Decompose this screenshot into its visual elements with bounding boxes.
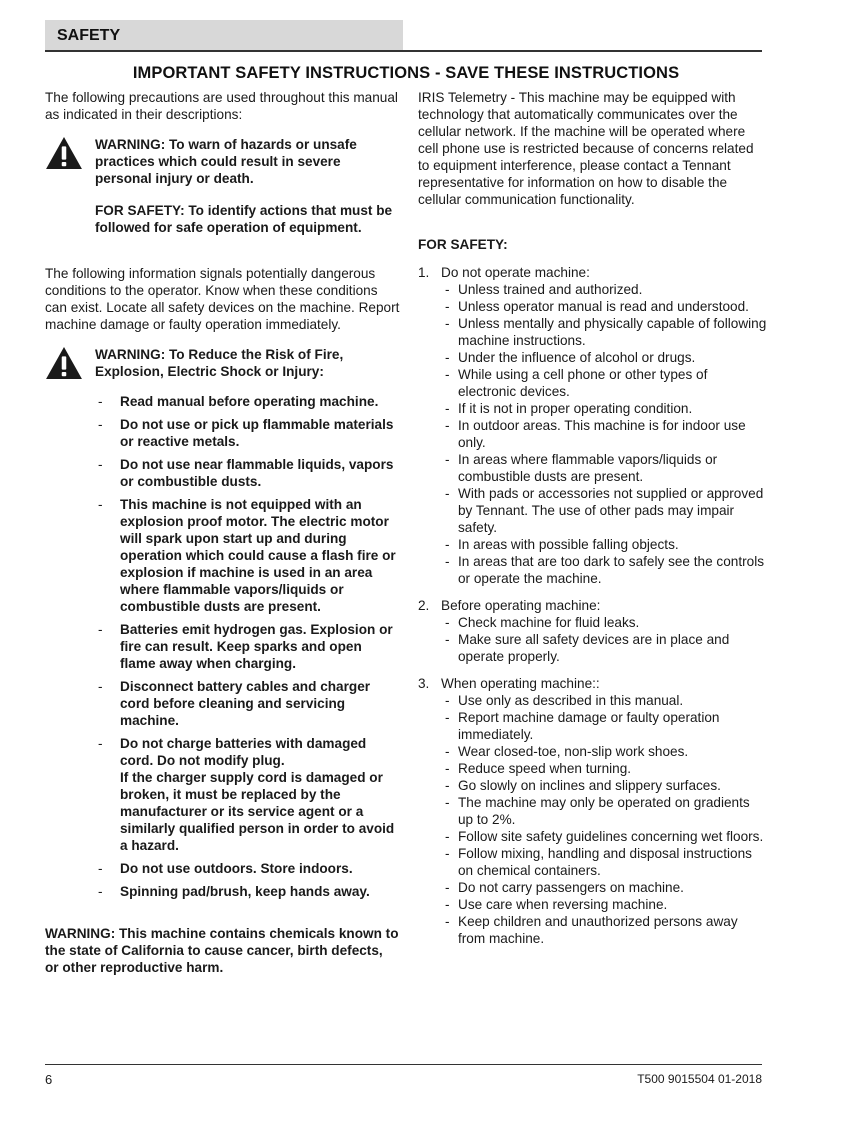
section-tab: [45, 20, 403, 50]
list-item: - Do not use outdoors. Store indoors.: [98, 861, 353, 876]
list-item: - Unless trained and authorized.: [445, 282, 643, 297]
dash-bullet: -: [445, 537, 450, 552]
list-item: - Spinning pad/brush, keep hands away.: [98, 884, 370, 899]
warning-definition: [45, 136, 400, 236]
dash-bullet: -: [445, 897, 450, 912]
iris-telemetry-note: IRIS Telemetry - This machine may be equipped with technology that automatically communicates over the cellular network. If the machine will be operated where cell phone use is restricted because of concerns related to equipment interference, please contact a Tennant representative for information on how to disable the cellular communication functionality.: [418, 90, 754, 207]
section-number: 3.: [418, 676, 430, 691]
left-column: [45, 89, 400, 976]
dash-bullet: -: [445, 401, 450, 416]
list-item: - Go slowly on inclines and slippery surfaces.: [445, 778, 721, 793]
dash-bullet: -: [98, 679, 103, 694]
sub-list: [441, 692, 768, 947]
california-warning: WARNING: This machine contains chemicals known to the state of California to cause cancer, birth defects, or other reproductive harm.: [45, 926, 399, 975]
dash-bullet: -: [445, 486, 450, 501]
document-code: T500 9015504 01-2018: [637, 1072, 762, 1086]
dash-bullet: -: [445, 710, 450, 725]
list-item: - Wear closed-toe, non-slip work shoes.: [445, 744, 689, 759]
list-item: - In areas where flammable vapors/liquids or combustible dusts are present.: [445, 452, 718, 484]
forsafety-heading: FOR SAFETY:: [418, 237, 508, 252]
list-item: - Unless mentally and physically capable of following machine instructions.: [445, 316, 767, 348]
dash-bullet: -: [445, 350, 450, 365]
list-item: - Do not use or pick up flammable materials or reactive metals.: [98, 417, 394, 449]
dash-bullet: -: [98, 884, 103, 899]
dash-bullet: -: [98, 736, 103, 751]
dash-bullet: -: [445, 367, 450, 382]
footer-rule: [45, 1064, 762, 1065]
fire-warning-list: [45, 393, 400, 900]
list-item: - This machine is not equipped with an explosion proof motor. The electric motor will spark upon start up and during operation which could cause a flash fire or explosion if machine is used in an area where flammable vapors/liquids or combustible dusts are present.: [98, 497, 396, 614]
right-column: [418, 89, 768, 957]
sub-list: [441, 281, 768, 587]
list-item: - Under the influence of alcohol or drugs.: [445, 350, 696, 365]
warning-triangle-icon: [45, 346, 83, 380]
dash-bullet: -: [445, 282, 450, 297]
dash-bullet: -: [445, 914, 450, 929]
dash-bullet: -: [445, 632, 450, 647]
header-rule: [45, 50, 762, 52]
list-item: - In areas that are too dark to safely see the controls or operate the machine.: [445, 554, 765, 586]
dash-bullet: -: [445, 554, 450, 569]
dash-bullet: -: [445, 615, 450, 630]
section-title: When operating machine::: [441, 676, 600, 691]
dash-bullet: -: [445, 299, 450, 314]
signals-intro: The following information signals potentially dangerous conditions to the operator. Know when these conditions can exist. Locate all safety devices on the machine. Report machine damage or faulty operation immediately.: [45, 266, 400, 332]
dash-bullet: -: [98, 394, 103, 409]
dash-bullet: -: [445, 829, 450, 844]
dash-bullet: -: [445, 761, 450, 776]
precautions-intro: The following precautions are used throughout this manual as indicated in their descriptions:: [45, 90, 398, 122]
dash-bullet: -: [98, 861, 103, 876]
dash-bullet: -: [98, 497, 103, 512]
list-item: - Unless operator manual is read and understood.: [445, 299, 749, 314]
dash-bullet: -: [445, 744, 450, 759]
list-item: - Do not carry passengers on machine.: [445, 880, 684, 895]
page-title: IMPORTANT SAFETY INSTRUCTIONS - SAVE THESE INSTRUCTIONS: [132, 64, 680, 82]
list-item: - Use only as described in this manual.: [445, 693, 684, 708]
fire-warning: [45, 346, 400, 380]
list-item: - Batteries emit hydrogen gas. Explosion or fire can result. Keep sparks and open flame away when charging.: [98, 622, 393, 671]
section-title: SAFETY: [57, 27, 121, 44]
dash-bullet: -: [98, 417, 103, 432]
section-title: Before operating machine:: [441, 598, 601, 613]
dash-bullet: -: [98, 457, 103, 472]
list-item: - Do not charge batteries with damaged cord. Do not modify plug. If the charger supply cord is damaged or broken, it must be replaced by the manufacturer or its service agent or a similarly qualified person in order to avoid a hazard.: [98, 736, 395, 853]
section-number: 2.: [418, 598, 430, 613]
dash-bullet: -: [98, 622, 103, 637]
list-item: - Do not use near flammable liquids, vapors or combustible dusts.: [98, 457, 394, 489]
dash-bullet: -: [445, 880, 450, 895]
warning-definition-text: WARNING: To warn of hazards or unsafe practices which could result in severe personal injury or death.: [95, 137, 357, 186]
dash-bullet: -: [445, 846, 450, 861]
list-item: - Disconnect battery cables and charger cord before cleaning and servicing machine.: [98, 679, 371, 728]
list-item: - Follow mixing, handling and disposal instructions on chemical containers.: [445, 846, 752, 878]
dash-bullet: -: [445, 795, 450, 810]
list-item: - Report machine damage or faulty operation immediately.: [445, 710, 720, 742]
list-item: - Use care when reversing machine.: [445, 897, 668, 912]
list-item: - While using a cell phone or other types of electronic devices.: [445, 367, 708, 399]
sub-list: [441, 614, 768, 665]
list-item: - With pads or accessories not supplied or approved by Tennant. The use of other pads may impair safety.: [445, 486, 764, 535]
list-item: - Make sure all safety devices are in place and operate properly.: [445, 632, 730, 664]
forsafety-definition-text: FOR SAFETY: To identify actions that must be followed for safe operation of equipment.: [95, 203, 393, 235]
page-number: 6: [45, 1072, 53, 1087]
list-item: - Follow site safety guidelines concerning wet floors.: [445, 829, 764, 844]
dash-bullet: -: [445, 693, 450, 708]
list-item: - Read manual before operating machine.: [98, 394, 379, 409]
numbered-section: [418, 264, 768, 587]
warning-triangle-icon: [45, 136, 83, 170]
list-item: - Check machine for fluid leaks.: [445, 615, 640, 630]
dash-bullet: -: [445, 418, 450, 433]
list-item: - Keep children and unauthorized persons away from machine.: [445, 914, 738, 946]
fire-warning-heading: WARNING: To Reduce the Risk of Fire, Explosion, Electric Shock or Injury:: [95, 347, 344, 379]
list-item: - In outdoor areas. This machine is for indoor use only.: [445, 418, 746, 450]
list-item: - Reduce speed when turning.: [445, 761, 632, 776]
dash-bullet: -: [445, 452, 450, 467]
dash-bullet: -: [445, 778, 450, 793]
list-item: - If it is not in proper operating condition.: [445, 401, 693, 416]
dash-bullet: -: [445, 316, 450, 331]
list-item: - The machine may only be operated on gradients up to 2%.: [445, 795, 750, 827]
numbered-section: [418, 675, 768, 947]
section-title: Do not operate machine:: [441, 265, 590, 280]
safety-numbered-list: [418, 264, 768, 947]
list-item: - In areas with possible falling objects.: [445, 537, 679, 552]
numbered-section: [418, 597, 768, 665]
cord-note: If the charger supply cord is damaged or broken, it must be replaced by the manufacturer or its service agent or a similarly qualified person in order to avoid a hazard.: [120, 770, 395, 853]
section-number: 1.: [418, 265, 430, 280]
